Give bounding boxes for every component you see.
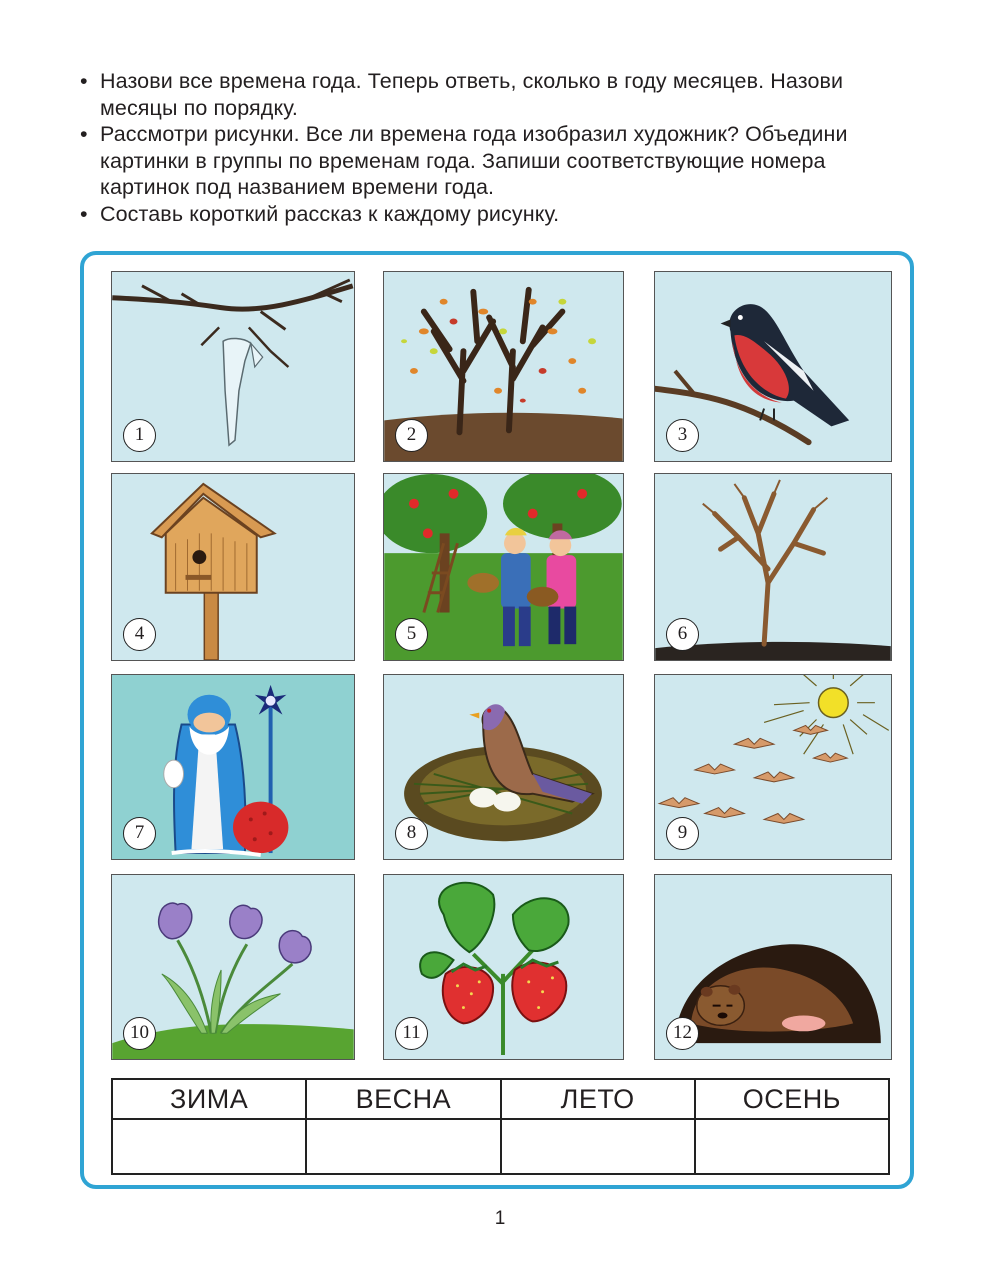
answer-cell-summer[interactable] xyxy=(501,1119,695,1174)
picture-card-3 xyxy=(654,271,892,462)
picture-card-1 xyxy=(111,271,355,462)
instructions-list xyxy=(78,68,918,227)
answer-cell-autumn[interactable] xyxy=(695,1119,889,1174)
picture-card-8 xyxy=(383,674,624,860)
picture-number: 1 xyxy=(123,419,156,452)
picture-number: 7 xyxy=(123,817,156,850)
seasons-table xyxy=(111,1078,890,1175)
picture-number: 4 xyxy=(123,618,156,651)
season-header-spring: ВЕСНА xyxy=(306,1079,500,1119)
picture-number: 9 xyxy=(666,817,699,850)
picture-number: 6 xyxy=(666,618,699,651)
picture-card-7 xyxy=(111,674,355,860)
picture-card-5 xyxy=(383,473,624,661)
picture-number: 3 xyxy=(666,419,699,452)
picture-card-6 xyxy=(654,473,892,661)
picture-number: 10 xyxy=(123,1017,156,1050)
picture-card-10 xyxy=(111,874,355,1060)
picture-card-9 xyxy=(654,674,892,860)
picture-number: 8 xyxy=(395,817,428,850)
picture-card-2 xyxy=(383,271,624,462)
picture-number: 2 xyxy=(395,419,428,452)
answer-cell-spring[interactable] xyxy=(306,1119,500,1174)
instruction-2: • Рассмотри рисунки. Все ли времена года изобразил художник? Объедини картинки в группы по временам года. Запиши соответствующие номера картинок под названием времени года. xyxy=(78,121,918,201)
season-header-summer: ЛЕТО xyxy=(501,1079,695,1119)
picture-number: 12 xyxy=(666,1017,699,1050)
picture-card-12 xyxy=(654,874,892,1060)
picture-card-11 xyxy=(383,874,624,1060)
page-number: 1 xyxy=(494,1208,506,1229)
answer-cell-winter[interactable] xyxy=(112,1119,306,1174)
picture-number: 5 xyxy=(395,618,428,651)
instruction-3: • Составь короткий рассказ к каждому рисунку. xyxy=(78,201,918,228)
season-header-autumn: ОСЕНЬ xyxy=(695,1079,889,1119)
instruction-1: • Назови все времена года. Теперь ответь, сколько в году месяцев. Назови месяцы по порядку. xyxy=(78,68,918,121)
season-header-winter: ЗИМА xyxy=(112,1079,306,1119)
picture-number: 11 xyxy=(395,1017,428,1050)
picture-card-4 xyxy=(111,473,355,661)
